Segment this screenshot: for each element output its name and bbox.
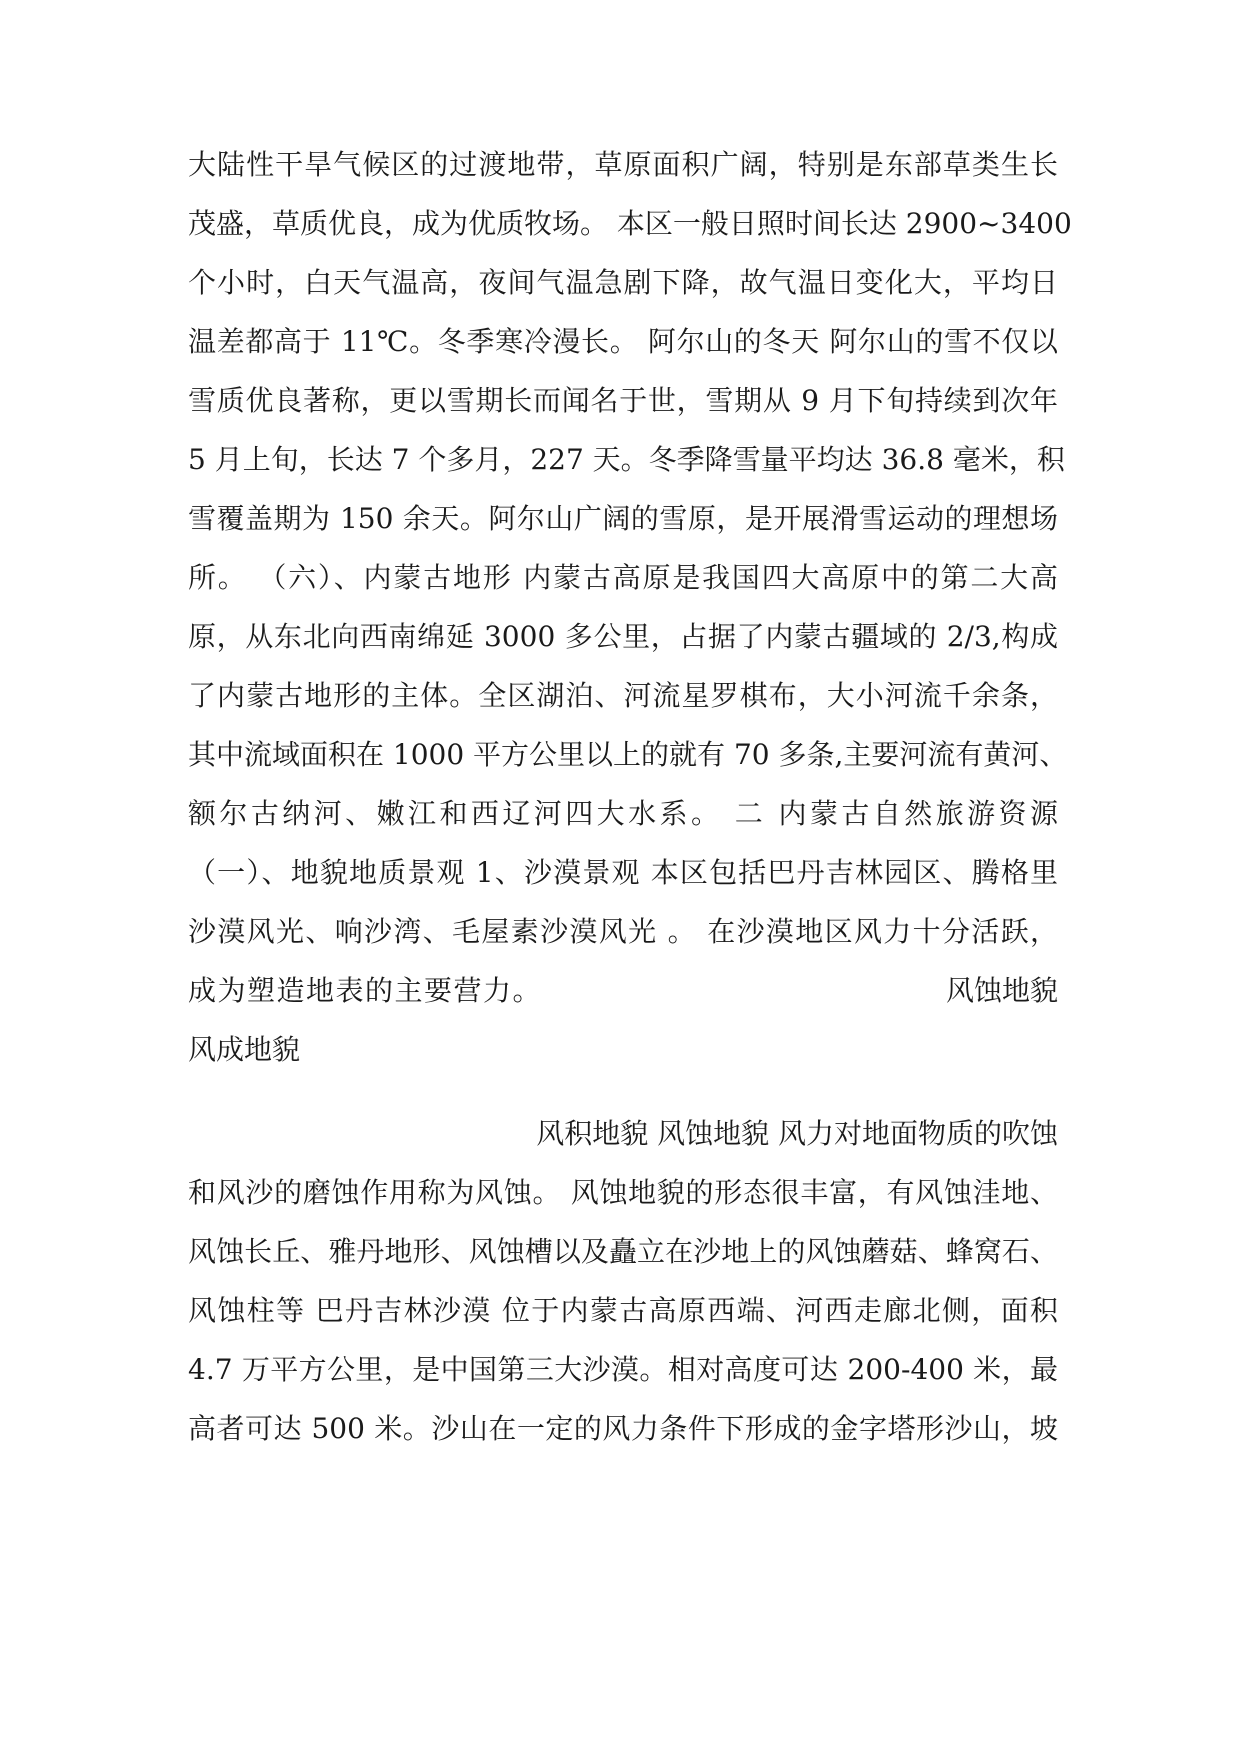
text-line-3: 个小时，白天气温高，夜间气温急剧下降，故气温日变化大，平均日 bbox=[188, 266, 1058, 299]
text-line-1: 大陆性干旱气候区的过渡地带，草原面积广阔，特别是东部草类生长 bbox=[188, 148, 1058, 181]
text-line-5: 雪质优良著称，更以雪期长而闻名于世，雪期从 9 月下旬持续到次年 bbox=[188, 384, 1058, 417]
text-line-2: 茂盛，草质优良，成为优质牧场。 本区一般日照时间长达 2900~3400 bbox=[188, 207, 1072, 240]
text-line-20: 风蚀柱等 巴丹吉林沙漠 位于内蒙古高原西端、河西走廊北侧，面积 bbox=[188, 1294, 1058, 1327]
text-line-15: 成为塑造地表的主要营力。 bbox=[188, 974, 543, 1007]
text-line-14: 沙漠风光、响沙湾、毛屋素沙漠风光 。 在沙漠地区风力十分活跃， bbox=[188, 915, 1058, 948]
text-line-10: 了内蒙古地形的主体。全区湖泊、河流星罗棋布，大小河流千余条， bbox=[188, 679, 1058, 712]
text-line-4: 温差都高于 11℃。冬季寒冷漫长。 阿尔山的冬天 阿尔山的雪不仅以 bbox=[188, 325, 1058, 358]
text-line-16: 风成地貌 bbox=[188, 1033, 301, 1066]
text-line-17: 风积地貌 风蚀地貌 风力对地面物质的吹蚀 bbox=[536, 1117, 1058, 1150]
text-line-7: 雪覆盖期为 150 余天。阿尔山广阔的雪原，是开展滑雪运动的理想场 bbox=[188, 502, 1058, 535]
text-line-15-right: 风蚀地貌 bbox=[945, 974, 1058, 1007]
text-line-13: （一）、地貌地质景观 1、沙漠景观 本区包括巴丹吉林园区、腾格里 bbox=[188, 856, 1058, 889]
text-line-18: 和风沙的磨蚀作用称为风蚀。 风蚀地貌的形态很丰富，有风蚀洼地、 bbox=[188, 1176, 1058, 1209]
text-line-11: 其中流域面积在 1000 平方公里以上的就有 70 多条,主要河流有黄河、 bbox=[188, 738, 1068, 771]
text-line-19: 风蚀长丘、雅丹地形、风蚀槽以及矗立在沙地上的风蚀蘑菇、蜂窝石、 bbox=[188, 1235, 1058, 1268]
text-line-21: 4.7 万平方公里，是中国第三大沙漠。相对高度可达 200-400 米，最 bbox=[188, 1353, 1058, 1386]
text-line-22: 高者可达 500 米。沙山在一定的风力条件下形成的金字塔形沙山，坡 bbox=[188, 1412, 1058, 1445]
text-line-8: 所。 （六）、内蒙古地形 内蒙古高原是我国四大高原中的第二大高 bbox=[188, 561, 1058, 594]
text-line-9: 原，从东北向西南绵延 3000 多公里，占据了内蒙古疆域的 2/3,构成 bbox=[188, 620, 1058, 653]
text-line-12: 额尔古纳河、嫩江和西辽河四大水系。 二 内蒙古自然旅游资源 bbox=[188, 797, 1058, 830]
text-line-6: 5 月上旬，长达 7 个多月，227 天。冬季降雪量平均达 36.8 毫米，积 bbox=[188, 443, 1065, 476]
